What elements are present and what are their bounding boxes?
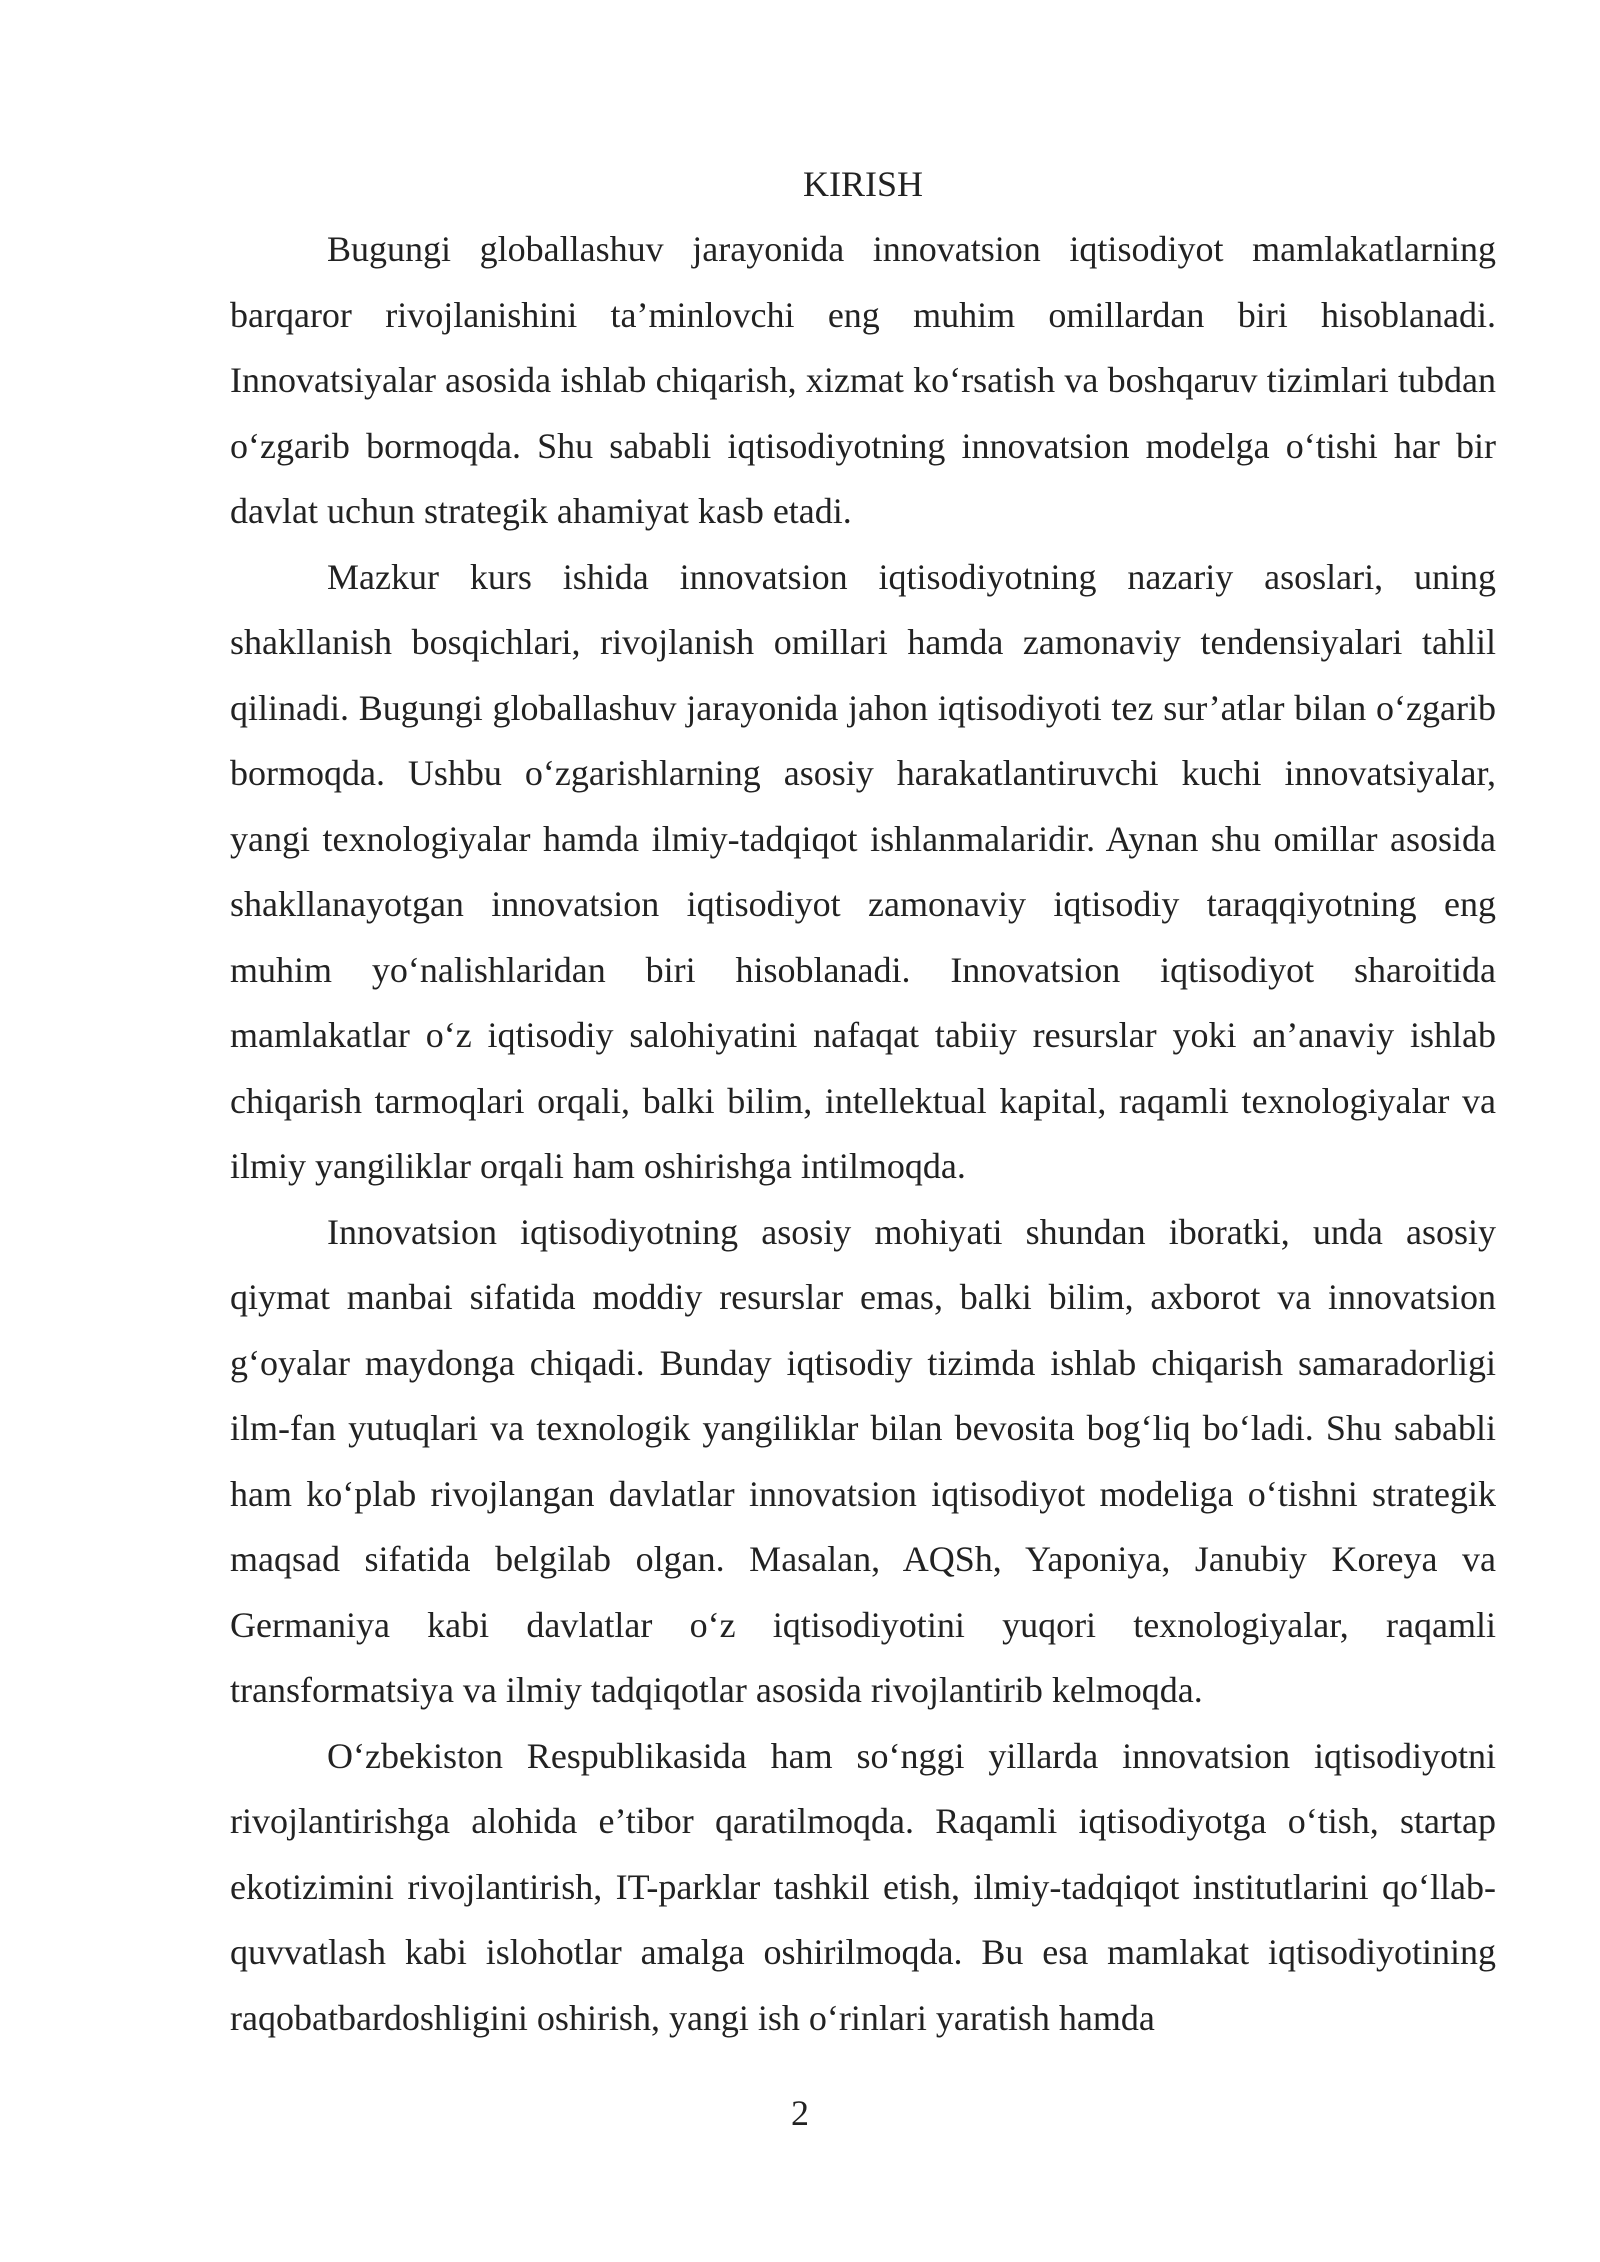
paragraph-4: O‘zbekiston Respublikasida ham so‘nggi yillarda innovatsion iqtisodiyotni rivojlantirishga alohida e’tibor qaratilmoqda. Raqamli iqtisodiyotga o‘tish, startap ekotizimini rivojlantirish, IT-parklar tashkil etish, ilmiy-tadqiqot institutlarini qo‘llab-quvvatlash kabi islohotlar amalga oshirilmoqda. Bu esa mamlakat iqtisodiyotining raqobatbardoshligini oshirish, yangi ish o‘rinlari yaratish hamda (230, 1735, 1496, 2038)
section-title: KIRISH (802, 164, 923, 204)
paragraph-2: Mazkur kurs ishida innovatsion iqtisodiyotning nazariy asoslari, uning shakllanish bosqichlari, rivojlanish omillari hamda zamonaviy tendensiyalari tahlil qilinadi. Bugungi globallashuv jarayonida jahon iqtisodiyoti tez sur’atlar bilan o‘zgarib bormoqda. Ushbu o‘zgarishlarning asosiy harakatlantiruvchi kuchi innovatsiyalar, yangi texnologiyalar hamda ilmiy-tadqiqot ishlanmalaridir. Aynan shu omillar asosida shakllanayotgan innovatsion iqtisodiyot zamonaviy iqtisodiy taraqqiyotning eng muhim yo‘nalishlaridan biri hisoblanadi. Innovatsion iqtisodiyot sharoitida mamlakatlar o‘z iqtisodiy salohiyatini nafaqat tabiiy resurslar yoki an’anaviy ishlab chiqarish tarmoqlari orqali, balki bilim, intellektual kapital, raqamli texnologiyalar va ilmiy yangiliklar orqali ham oshirishga intilmoqda. (230, 556, 1496, 1186)
paragraph-3: Innovatsion iqtisodiyotning asosiy mohiyati shundan iboratki, unda asosiy qiymat manbai sifatida moddiy resurslar emas, balki bilim, axborot va innovatsion g‘oyalar maydonga chiqadi. Bunday iqtisodiy tizimda ishlab chiqarish samaradorligi ilm-fan yutuqlari va texnologik yangiliklar bilan bevosita bog‘liq bo‘ladi. Shu sababli ham ko‘plab rivojlangan davlatlar innovatsion iqtisodiyot modeliga o‘tishni strategik maqsad sifatida belgilab olgan. Masalan, AQSh, Yaponiya, Janubiy Koreya va Germaniya kabi davlatlar o‘z iqtisodiyotini yuqori texnologiyalar, raqamli transformatsiya va ilmiy tadqiqotlar asosida rivojlantirib kelmoqda. (230, 1211, 1496, 1710)
page-content (230, 152, 1496, 2051)
paragraph-1: Bugungi globallashuv jarayonida innovatsion iqtisodiyot mamlakatlarning barqaror rivojlanishini ta’minlovchi eng muhim omillardan biri hisoblanadi. Innovatsiyalar asosida ishlab chiqarish, xizmat ko‘rsatish va boshqaruv tizimlari tubdan o‘zgarib bormoqda. Shu sababli iqtisodiyotning innovatsion modelga o‘tishi har bir davlat uchun strategik ahamiyat kasb etadi. (230, 229, 1496, 531)
page-number: 2 (791, 2093, 809, 2133)
